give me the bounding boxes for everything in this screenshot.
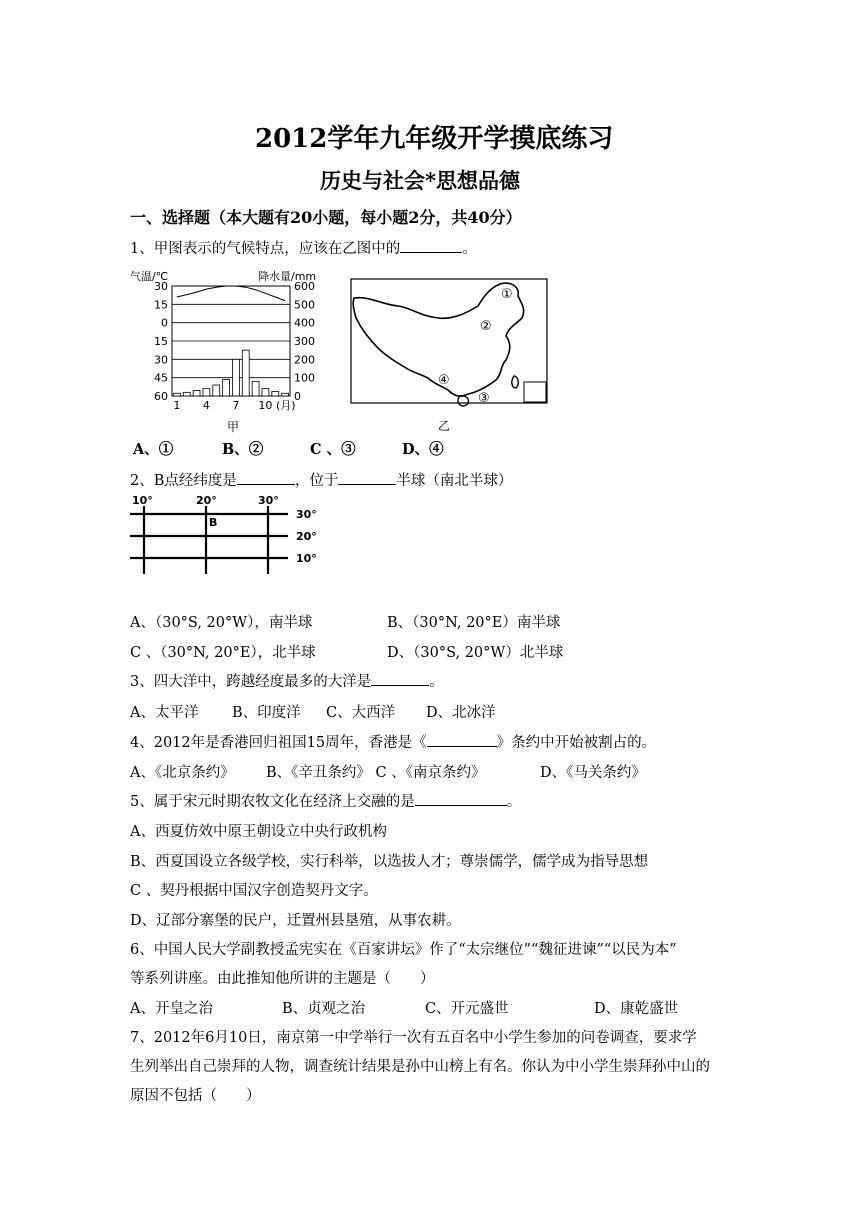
- question-2-stem-b: ，位于: [294, 473, 339, 489]
- q6-option-b: B、贞观之治: [282, 1001, 366, 1017]
- map-marker: ③: [478, 391, 490, 406]
- precip-bar: [223, 380, 230, 397]
- x-tick-label: 4: [202, 399, 210, 412]
- q3-option-b: B、印度洋: [232, 705, 301, 721]
- left-tick-label: 60: [154, 390, 168, 403]
- left-axis-label: 气温/℃: [130, 270, 169, 283]
- page-title: 2012学年九年级开学摸底练习: [255, 124, 614, 154]
- left-tick-label: 45: [154, 371, 168, 385]
- right-axis-label: 降水量/mm: [258, 270, 317, 283]
- q4-option-d: D、《马关条约》: [540, 765, 646, 781]
- latitude-label: 20°: [296, 530, 317, 543]
- precip-bar: [173, 393, 180, 396]
- longitude-label: 10°: [132, 494, 153, 507]
- question-5-stem-end: 。: [506, 794, 522, 810]
- page-subtitle: 历史与社会*思想品德: [320, 168, 520, 193]
- q1-option-d: D、④: [402, 441, 444, 458]
- precip-bar: [272, 391, 279, 396]
- question-7-line-3: 原因不包括（ ）: [130, 1088, 261, 1104]
- answer-blank: [237, 470, 295, 485]
- q5-option-c: C 、契丹根据中国汉字创造契丹文字。: [130, 883, 378, 899]
- question-7-line-2: 生列举出自己崇拜的人物，调查统计结果是孙中山榜上有名。你认为中小学生崇拜孙中山的: [130, 1059, 710, 1075]
- chart-caption-jia: 甲: [227, 420, 240, 434]
- question-6-line-2: 等系列讲座。由此推知他所讲的主题是（ ）: [130, 971, 435, 987]
- right-tick-label: 500: [294, 298, 315, 312]
- question-7-line-1: 7、2012年6月10日，南京第一中学举行一次有五百名中小学生参加的问卷调查，要求学: [130, 1030, 697, 1046]
- precip-bar: [242, 350, 249, 396]
- question-1-stem: 1、甲图表示的气候特点，应该在乙图中的: [130, 241, 401, 257]
- china-map: [350, 278, 550, 448]
- longitude-label: 20°: [196, 494, 217, 507]
- question-5-stem: 5、属于宋元时期农牧文化在经济上交融的是: [130, 794, 415, 810]
- right-tick-label: 400: [294, 316, 315, 330]
- q5-option-a: A、西夏仿效中原王朝设立中央行政机构: [130, 824, 387, 840]
- point-b-label: B: [209, 516, 218, 529]
- right-tick-label: 300: [294, 335, 315, 348]
- right-tick-label: 0: [294, 390, 301, 403]
- q1-option-c: C 、③: [310, 441, 356, 458]
- precip-bar: [232, 359, 239, 396]
- precip-bar: [193, 391, 200, 397]
- q2-option-c: C 、（30°N, 20°E），北半球: [130, 645, 316, 661]
- q1-option-b: B、②: [222, 441, 264, 458]
- question-4-stem-a: 4、2012年是香港回归祖国15周年，香港是《: [130, 735, 427, 751]
- q3-option-c: C、大西洋: [326, 705, 396, 721]
- left-tick-label: 15: [154, 335, 168, 348]
- latitude-label: 10°: [296, 552, 317, 565]
- question-3-stem: 3、四大洋中，跨越经度最多的大洋是: [130, 674, 372, 690]
- lat-lon-grid: [128, 492, 328, 582]
- right-tick-label: 600: [294, 280, 315, 293]
- answer-blank: [427, 732, 497, 747]
- map-marker: ④: [438, 373, 450, 388]
- precip-bar: [282, 393, 289, 396]
- precip-bar: [213, 385, 220, 396]
- latitude-label: 30°: [296, 508, 317, 521]
- longitude-label: 30°: [258, 494, 279, 507]
- q5-option-d: D、辽部分寨堡的民户，迁置州县垦殖，从事农耕。: [130, 913, 461, 929]
- question-2-stem-a: 2、B点经纬度是: [130, 473, 237, 489]
- q6-option-d: D、康乾盛世: [594, 1001, 679, 1017]
- taiwan-island: [512, 376, 518, 388]
- question-1-stem-end: 。: [462, 241, 477, 257]
- x-tick-label: 10: [258, 399, 273, 412]
- q5-option-b: B、西夏国设立各级学校，实行科举，以选拔人才；尊崇儒学，儒学成为指导思想: [130, 854, 649, 870]
- answer-blank: [415, 791, 507, 806]
- inset-box: [524, 382, 546, 402]
- right-tick-label: 100: [294, 371, 315, 385]
- question-6-line-1: 6、中国人民大学副教授孟宪实在《百家讲坛》作了“太宗继位”“魏征进谏”“以民为本”: [130, 942, 677, 958]
- question-4: [130, 731, 656, 752]
- left-tick-label: 0: [161, 316, 168, 330]
- x-tick-label: 1: [173, 399, 181, 412]
- precip-bar: [183, 392, 190, 396]
- left-tick-label: 30: [154, 353, 168, 367]
- q2-option-a: A、（30°S, 20°W），南半球: [130, 615, 313, 631]
- question-4-stem-b: 》条约中开始被割占的。: [496, 735, 657, 751]
- q6-option-a: A、开皇之治: [130, 1001, 213, 1017]
- temperature-line: [177, 286, 285, 301]
- question-2-stem-c: 半球（南北半球）: [396, 473, 513, 489]
- q4-option-a: A、《北京条约》: [130, 765, 235, 781]
- map-marker: ①: [501, 287, 513, 302]
- question-5: [130, 790, 521, 811]
- question-2: [130, 469, 512, 490]
- map-caption-yi: 乙: [438, 419, 451, 433]
- question-1: [130, 237, 477, 258]
- x-tick-label: 7: [232, 399, 240, 412]
- question-3: [130, 670, 444, 691]
- month-unit-label: (月): [276, 399, 296, 412]
- left-tick-label: 30: [154, 280, 168, 293]
- hainan-island: [458, 396, 469, 406]
- precip-bar: [262, 389, 269, 396]
- q4-option-bc: B、《辛丑条约》 C 、《南京条约》: [266, 765, 486, 781]
- answer-blank: [371, 671, 429, 686]
- answer-blank: [400, 238, 462, 253]
- answer-blank: [338, 470, 396, 485]
- q3-option-d: D、北冰洋: [426, 705, 496, 721]
- q2-option-d: D、（30°S, 20°W）北半球: [387, 645, 564, 661]
- q1-option-a: A、①: [133, 441, 174, 458]
- q3-option-a: A、太平洋: [130, 705, 199, 721]
- precip-bar: [203, 389, 210, 396]
- left-tick-label: 15: [154, 298, 168, 312]
- q2-option-b: B、（30°N, 20°E）南半球: [387, 615, 561, 631]
- precip-bar: [252, 381, 259, 396]
- map-marker: ②: [480, 319, 492, 334]
- question-3-stem-end: 。: [429, 674, 444, 690]
- q6-option-c: C、开元盛世: [425, 1001, 509, 1017]
- right-tick-label: 200: [294, 353, 315, 367]
- section-heading: 一、选择题（本大题有20小题，每小题2分，共40分）: [130, 208, 522, 227]
